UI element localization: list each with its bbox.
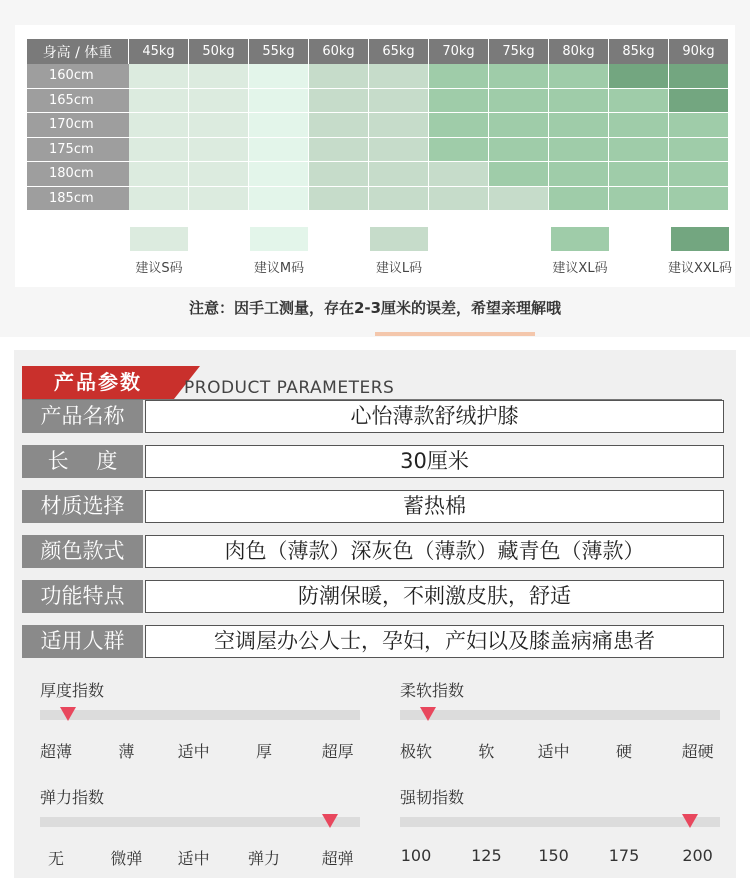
index-tick-label: 微弹 bbox=[110, 849, 143, 868]
parameter-label: 颜色款式 bbox=[22, 535, 143, 568]
index-track bbox=[40, 817, 360, 827]
size-cell-s bbox=[189, 89, 249, 114]
index-title: 强韧指数 bbox=[400, 788, 465, 807]
size-cell-s bbox=[189, 113, 249, 138]
size-cell-xl bbox=[549, 162, 609, 187]
index-slider bbox=[39, 678, 360, 761]
index-tick-label: 175 bbox=[608, 846, 640, 865]
size-cell-s bbox=[129, 64, 189, 89]
legend-swatch bbox=[250, 227, 308, 251]
legend-label: 建议S码 bbox=[135, 261, 183, 276]
size-chart-row bbox=[27, 113, 729, 138]
parameter-row bbox=[22, 445, 724, 478]
size-cell-l bbox=[369, 113, 429, 138]
legend-swatch bbox=[370, 227, 428, 251]
legend-label: 建议M码 bbox=[253, 261, 305, 276]
size-cell-m bbox=[249, 187, 309, 212]
legend-item-m bbox=[234, 227, 324, 276]
index-tick-label: 适中 bbox=[177, 849, 210, 868]
size-cell-s bbox=[189, 162, 249, 187]
size-cell-xl bbox=[489, 162, 549, 187]
size-cell-l bbox=[309, 162, 369, 187]
parameter-row bbox=[22, 580, 724, 613]
size-cell-xl bbox=[549, 89, 609, 114]
index-marker-icon bbox=[682, 814, 698, 828]
parameter-value: 蓄热棉 bbox=[145, 490, 724, 523]
legend-item-xxl bbox=[655, 227, 745, 276]
index-marker-icon bbox=[60, 707, 76, 721]
index-tick-label: 超厚 bbox=[321, 742, 354, 761]
size-cell-s bbox=[129, 187, 189, 212]
weight-column-header: 85kg bbox=[609, 39, 669, 64]
weight-column-header: 90kg bbox=[669, 39, 729, 64]
size-cell-l bbox=[369, 89, 429, 114]
size-cell-s bbox=[189, 138, 249, 163]
weight-column-header: 45kg bbox=[129, 39, 189, 64]
index-track bbox=[40, 710, 360, 720]
size-chart-row bbox=[27, 187, 729, 212]
size-cell-l bbox=[489, 187, 549, 212]
size-cell-xl bbox=[549, 113, 609, 138]
size-cell-s bbox=[129, 138, 189, 163]
size-cell-s bbox=[189, 187, 249, 212]
size-cell-s bbox=[129, 113, 189, 138]
height-row-header: 170cm bbox=[27, 113, 129, 138]
index-tick-label: 100 bbox=[400, 846, 432, 865]
size-cell-xl bbox=[609, 187, 669, 212]
index-slider bbox=[399, 678, 720, 761]
size-cell-l bbox=[309, 89, 369, 114]
parameter-label: 产品名称 bbox=[22, 400, 143, 433]
size-cell-xl bbox=[669, 187, 729, 212]
index-marker-icon bbox=[322, 814, 338, 828]
index-tick-label: 无 bbox=[47, 849, 65, 868]
parameter-row bbox=[22, 490, 724, 523]
parameter-label: 长 度 bbox=[22, 445, 143, 478]
weight-column-header: 80kg bbox=[549, 39, 609, 64]
index-tick-label: 150 bbox=[538, 846, 569, 865]
size-cell-xl bbox=[549, 187, 609, 212]
legend-item-l bbox=[354, 227, 444, 276]
size-cell-l bbox=[429, 162, 489, 187]
parameter-row bbox=[22, 535, 724, 568]
height-row-header: 175cm bbox=[27, 138, 129, 163]
parameter-value: 肉色（薄款）深灰色（薄款）藏青色（薄款） bbox=[145, 535, 724, 568]
size-chart-header-row bbox=[27, 39, 729, 64]
height-row-header: 160cm bbox=[27, 64, 129, 89]
size-cell-xl bbox=[429, 89, 489, 114]
index-tick-label: 超硬 bbox=[681, 742, 714, 761]
index-tick-label: 200 bbox=[682, 846, 713, 865]
index-track bbox=[400, 710, 720, 720]
index-slider bbox=[40, 785, 360, 868]
size-cell-xxl bbox=[669, 64, 729, 89]
size-cell-xl bbox=[429, 113, 489, 138]
size-cell-xl bbox=[549, 138, 609, 163]
size-chart-row bbox=[27, 138, 729, 163]
parameter-value: 心怡薄款舒绒护膝 bbox=[145, 400, 724, 433]
size-cell-s bbox=[189, 64, 249, 89]
weight-column-header: 65kg bbox=[369, 39, 429, 64]
size-cell-xl bbox=[609, 162, 669, 187]
size-cell-xl bbox=[609, 89, 669, 114]
size-cell-s bbox=[129, 89, 189, 114]
index-tick-label: 适中 bbox=[537, 742, 570, 761]
parameter-label: 功能特点 bbox=[22, 580, 143, 613]
index-tick-label: 硬 bbox=[615, 742, 633, 761]
size-chart-corner-label: 身高 / 体重 bbox=[27, 39, 129, 64]
index-tick-label: 薄 bbox=[118, 742, 135, 761]
weight-column-header: 70kg bbox=[429, 39, 489, 64]
weight-column-header: 50kg bbox=[189, 39, 249, 64]
index-tick-label: 超薄 bbox=[39, 742, 73, 761]
size-cell-l bbox=[309, 187, 369, 212]
size-cell-m bbox=[249, 113, 309, 138]
size-cell-l bbox=[309, 113, 369, 138]
measurement-note: 注意：因手工测量，存在2-3厘米的误差，希望亲理解哦 bbox=[188, 299, 562, 317]
index-tick-label: 厚 bbox=[255, 742, 273, 761]
size-cell-xl bbox=[669, 162, 729, 187]
size-cell-xl bbox=[489, 89, 549, 114]
product-parameters-subtitle: PRODUCT PARAMETERS bbox=[184, 378, 395, 398]
size-cell-xxl bbox=[609, 64, 669, 89]
size-chart-row bbox=[27, 89, 729, 114]
size-cell-l bbox=[309, 64, 369, 89]
index-slider bbox=[400, 785, 720, 865]
size-cell-l bbox=[369, 162, 429, 187]
size-cell-xl bbox=[669, 138, 729, 163]
size-cell-l bbox=[369, 138, 429, 163]
index-marker-icon bbox=[420, 707, 436, 721]
size-cell-xl bbox=[609, 138, 669, 163]
decorative-bar bbox=[375, 332, 535, 336]
size-cell-l bbox=[369, 64, 429, 89]
size-cell-l bbox=[309, 138, 369, 163]
size-cell-xl bbox=[489, 113, 549, 138]
index-tick-label: 125 bbox=[471, 846, 502, 865]
parameter-value: 空调屋办公人士，孕妇，产妇以及膝盖病痛患者 bbox=[145, 625, 724, 658]
legend-label: 建议XL码 bbox=[552, 261, 608, 276]
parameter-value: 防潮保暖，不刺激皮肤，舒适 bbox=[145, 580, 724, 613]
index-tick-label: 弹力 bbox=[247, 849, 281, 868]
product-parameters-title: 产品参数 bbox=[22, 366, 174, 399]
size-cell-m bbox=[249, 64, 309, 89]
index-tick-label: 软 bbox=[478, 742, 495, 761]
size-cell-xxl bbox=[669, 89, 729, 114]
weight-column-header: 60kg bbox=[309, 39, 369, 64]
size-chart-row bbox=[27, 162, 729, 187]
index-title: 弹力指数 bbox=[40, 788, 105, 807]
parameter-label: 材质选择 bbox=[22, 490, 143, 523]
legend-swatch bbox=[671, 227, 729, 251]
size-cell-m bbox=[249, 138, 309, 163]
parameter-row bbox=[22, 400, 724, 433]
size-cell-s bbox=[129, 162, 189, 187]
legend-swatch bbox=[551, 227, 609, 251]
legend-item-xl bbox=[535, 227, 625, 276]
legend-item-s bbox=[114, 227, 204, 276]
size-cell-xl bbox=[609, 113, 669, 138]
size-cell-m bbox=[249, 162, 309, 187]
weight-column-header: 55kg bbox=[249, 39, 309, 64]
index-title: 柔软指数 bbox=[400, 681, 465, 700]
size-chart-table bbox=[27, 39, 729, 211]
size-chart-row bbox=[27, 64, 729, 89]
index-tick-label: 超弹 bbox=[321, 849, 354, 868]
size-cell-xl bbox=[429, 64, 489, 89]
weight-column-header: 75kg bbox=[489, 39, 549, 64]
legend-label: 建议L码 bbox=[375, 261, 423, 276]
parameter-value: 30厘米 bbox=[145, 445, 724, 478]
legend-label: 建议XXL码 bbox=[667, 261, 733, 276]
height-row-header: 180cm bbox=[27, 162, 129, 187]
size-cell-xl bbox=[489, 138, 549, 163]
height-row-header: 185cm bbox=[27, 187, 129, 212]
height-row-header: 165cm bbox=[27, 89, 129, 114]
size-cell-xl bbox=[669, 113, 729, 138]
legend-swatch bbox=[130, 227, 188, 251]
parameter-row bbox=[22, 625, 724, 658]
size-cell-xl bbox=[549, 64, 609, 89]
size-cell-xl bbox=[489, 64, 549, 89]
index-title: 厚度指数 bbox=[40, 681, 105, 700]
parameter-label: 适用人群 bbox=[22, 625, 143, 658]
size-cell-xl bbox=[429, 138, 489, 163]
index-track bbox=[400, 817, 720, 827]
index-tick-label: 适中 bbox=[177, 742, 210, 761]
size-cell-l bbox=[369, 187, 429, 212]
size-cell-l bbox=[429, 187, 489, 212]
index-tick-label: 极软 bbox=[399, 742, 433, 761]
size-cell-m bbox=[249, 89, 309, 114]
